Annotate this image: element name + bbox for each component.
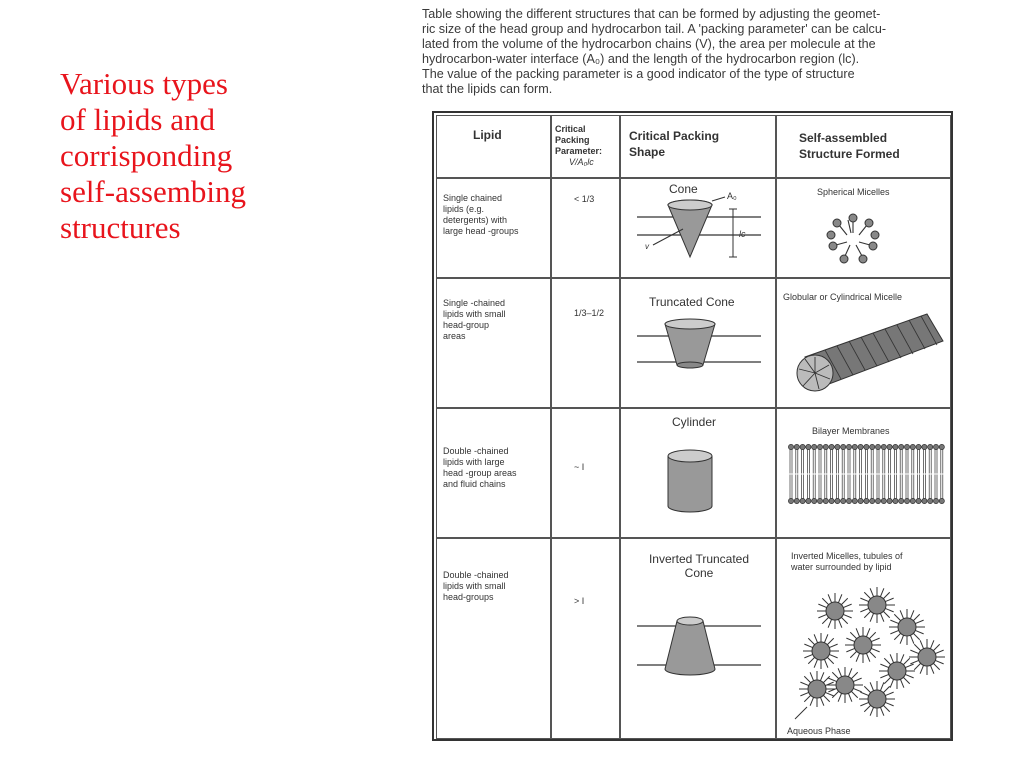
lipid-tail (802, 450, 804, 474)
row4-param: > I (574, 596, 585, 606)
lipid-tail (865, 475, 867, 499)
lipid-head (928, 498, 933, 503)
lipid-tail (941, 450, 943, 474)
inverted-micelles-diagram (777, 539, 952, 740)
lipid-tail (836, 475, 838, 499)
lipid-tail (906, 450, 908, 474)
caption-line: The value of the packing parameter is a good indicator of the type of structure (422, 67, 855, 81)
inverted-micelle (803, 633, 839, 669)
lipid-head (881, 444, 886, 449)
lipid-tail (889, 475, 891, 499)
structure-line: Inverted Micelles, tubules of (791, 551, 903, 561)
lipid-head (817, 498, 822, 503)
lipid-head (893, 444, 898, 449)
lipid-head (841, 498, 846, 503)
row1-param: < 1/3 (574, 194, 595, 204)
cone-diagram (621, 179, 777, 279)
lipid-tail (860, 475, 862, 499)
row1-structure: Spherical Micelles (817, 187, 890, 197)
lipid-tail (871, 475, 873, 499)
lipid-head (829, 444, 834, 449)
lipid-head (823, 498, 828, 503)
lipid-head (875, 498, 880, 503)
row2-structure: Globular or Cylindrical Micelle (783, 292, 903, 302)
lipid-head (788, 498, 793, 503)
lipid-tail (796, 475, 798, 499)
header-param-line: Packing (555, 135, 590, 145)
inverted-micelle (845, 627, 881, 663)
lipid-tail (842, 450, 844, 474)
row3-structure: Bilayer Membranes (812, 426, 890, 436)
lipid-head (841, 444, 846, 449)
title-line: corrisponding (60, 138, 233, 173)
lipid-tail (923, 450, 925, 474)
lipid-head (939, 498, 944, 503)
lipid-tail (836, 450, 838, 474)
table-caption (422, 7, 967, 97)
lipid-head (794, 498, 799, 503)
lipid-line: Single chained (443, 193, 503, 203)
row3-lipid (443, 446, 517, 490)
header-param-line: Critical (555, 124, 586, 134)
lipid-line: head-groups (443, 592, 494, 602)
lipid-tail (918, 450, 920, 474)
lipid-head (864, 444, 869, 449)
cylinder-diagram (621, 409, 777, 539)
title-line: Various types (60, 66, 228, 101)
inverted-micelle (909, 639, 945, 675)
lipid-tail (831, 475, 833, 499)
lipid-tail (900, 475, 902, 499)
row3-shape-cell (620, 408, 776, 538)
lipid-head (928, 444, 933, 449)
row1-shape-label: Cone (669, 182, 698, 196)
row2-param: 1/3–1/2 (574, 308, 605, 318)
row3-param: ~ I (574, 462, 585, 472)
inverted-micelle (889, 609, 925, 645)
lipid-tail (894, 475, 896, 499)
lipid-head (870, 498, 875, 503)
lipid-head (875, 444, 880, 449)
lipid-tail (842, 475, 844, 499)
lipid-head (823, 444, 828, 449)
shape-label-line: Cone (684, 566, 714, 580)
header-shape-line: Critical Packing (629, 129, 720, 143)
row2-lipid (443, 298, 506, 342)
lipid-head (922, 444, 927, 449)
row1-lipid-cell (436, 178, 551, 278)
lipid-head (893, 498, 898, 503)
lipid-head (881, 498, 886, 503)
row2-param-cell (551, 278, 620, 408)
row4-shape-cell (620, 538, 776, 739)
inverted-micelle (817, 593, 853, 629)
lipid-head (858, 498, 863, 503)
lipid-head (835, 444, 840, 449)
caption-line: lated from the volume of the hydrocarbon chains (V), the area per molecule at the (422, 37, 876, 51)
inverted-micelle (799, 671, 835, 707)
lipid-head (817, 444, 822, 449)
lipid-head (899, 444, 904, 449)
row2-structure-cell (776, 278, 951, 408)
header-lipid: Lipid (473, 128, 502, 142)
lipid-head (846, 498, 851, 503)
lipid-tail (790, 475, 792, 499)
lipid-line: Double -chained (443, 570, 509, 580)
lipid-head (806, 498, 811, 503)
lipid-head (812, 444, 817, 449)
cylindrical-micelle-diagram (777, 279, 952, 409)
lipid-tail (825, 450, 827, 474)
header-shape-line: Shape (629, 145, 666, 159)
lipid-tail (889, 450, 891, 474)
lipid-line: head-group (443, 320, 490, 330)
caption-line: ric size of the head group and hydrocarbon tail. A 'packing parameter' can be calcu- (422, 22, 887, 36)
lipid-line: head -group areas (443, 468, 517, 478)
row3-structure-cell (776, 408, 951, 538)
lipid-head (887, 498, 892, 503)
caption-line: that the lipids can form. (422, 82, 553, 96)
lipid-tail (871, 450, 873, 474)
lipid-tail (819, 450, 821, 474)
volume-label: v (645, 242, 649, 251)
row4-lipid (443, 570, 509, 603)
lipid-head (852, 444, 857, 449)
lipid-head (887, 444, 892, 449)
lipid-head (933, 498, 938, 503)
caption-line: Table showing the different structures that can be formed by adjusting the geomet- (422, 7, 881, 21)
lipid-tail (941, 475, 943, 499)
lipid-head (910, 444, 915, 449)
lipid-line: Double -chained (443, 446, 509, 456)
row2-shape-label: Truncated Cone (649, 295, 735, 309)
lipid-tail (929, 475, 931, 499)
row1-lipid (443, 193, 519, 237)
row4-structure-cell (776, 538, 951, 739)
header-structure (799, 130, 900, 162)
title-line: of lipids and (60, 102, 215, 137)
title-line: self-assembing (60, 174, 246, 209)
lipid-head (846, 444, 851, 449)
lipid-head (806, 444, 811, 449)
lipid-line: lipids with large (443, 457, 505, 467)
header-param-line: Parameter: (555, 146, 603, 156)
spherical-micelle-diagram (777, 179, 952, 279)
lipid-tail (848, 475, 850, 499)
header-param-formula: V/A₀lᴄ (569, 157, 594, 167)
lipid-tail (935, 450, 937, 474)
row3-lipid-cell (436, 408, 551, 538)
inverted-micelle (879, 653, 915, 689)
header-param (555, 124, 602, 168)
row3-param-cell (551, 408, 620, 538)
lipid-tail (877, 475, 879, 499)
header-shape (629, 128, 719, 160)
inverted-micelle (827, 667, 863, 703)
lipid-tail (935, 475, 937, 499)
lipid-line: lipids with small (443, 309, 506, 319)
title-line: structures (60, 210, 181, 245)
truncated-cone-diagram (621, 279, 777, 409)
inverted-truncated-cone-diagram (621, 539, 777, 740)
lipid-tail (912, 475, 914, 499)
lipid-tail (860, 450, 862, 474)
lipid-head (835, 498, 840, 503)
lipid-line: lipids with small (443, 581, 506, 591)
length-label: lᴄ (739, 229, 746, 239)
lipid-head (910, 498, 915, 503)
lipid-tail (825, 475, 827, 499)
lipid-tail (802, 475, 804, 499)
lipid-head (864, 498, 869, 503)
row3-shape-label: Cylinder (672, 415, 717, 429)
lipid-head (829, 498, 834, 503)
lipid-tail (813, 450, 815, 474)
lipid-head (794, 444, 799, 449)
lipid-tail (807, 475, 809, 499)
header-lipid-cell (436, 115, 551, 178)
lipid-head (788, 444, 793, 449)
lipid-line: detergents) with (443, 215, 508, 225)
lipid-tail (831, 450, 833, 474)
lipid-tail (906, 475, 908, 499)
lipid-head (916, 498, 921, 503)
header-structure-cell (776, 115, 951, 178)
lipid-line: and fluid chains (443, 479, 506, 489)
lipid-line: large head -groups (443, 226, 519, 236)
lipid-tail (807, 450, 809, 474)
row4-lipid-cell (436, 538, 551, 739)
lipid-head (870, 444, 875, 449)
lipid-tail (929, 450, 931, 474)
lipid-tail (900, 450, 902, 474)
lipid-head (916, 444, 921, 449)
shape-label-line: Inverted Truncated (648, 552, 750, 566)
row1-shape-cell (620, 178, 776, 278)
lipid-tail (854, 475, 856, 499)
lipid-tail (865, 450, 867, 474)
lipid-tail (790, 450, 792, 474)
header-shape-cell (620, 115, 776, 178)
lipid-head (812, 498, 817, 503)
lipid-tail (848, 450, 850, 474)
bilayer-diagram (777, 409, 952, 539)
lipid-head (939, 444, 944, 449)
header-structure-line: Structure Formed (799, 147, 900, 161)
lipid-tail (854, 450, 856, 474)
structure-line: water surrounded by lipid (791, 562, 892, 572)
lipid-head (922, 498, 927, 503)
inverted-micelle (859, 587, 895, 623)
row1-param-cell (551, 178, 620, 278)
lipid-tail (923, 475, 925, 499)
lipid-tail (912, 450, 914, 474)
lipid-tail (883, 475, 885, 499)
lipid-tail (813, 475, 815, 499)
lipid-tail (894, 450, 896, 474)
lipid-head (852, 498, 857, 503)
lipid-head (904, 444, 909, 449)
lipid-tail (877, 450, 879, 474)
lipid-tail (796, 450, 798, 474)
aqueous-phase-label: Aqueous Phase (787, 726, 851, 736)
row2-lipid-cell (436, 278, 551, 408)
row1-structure-cell (776, 178, 951, 278)
lipid-line: Single -chained (443, 298, 506, 308)
lipid-structure-table (432, 111, 953, 741)
lipid-head (858, 444, 863, 449)
lipid-head (899, 498, 904, 503)
lipid-head (800, 498, 805, 503)
slide-title (60, 66, 320, 246)
lipid-line: lipids (e.g. (443, 204, 485, 214)
lipid-head (933, 444, 938, 449)
header-param-cell (551, 115, 620, 178)
lipid-head (904, 498, 909, 503)
caption-line: hydrocarbon-water interface (A₀) and the length of the hydrocarbon region (lᴄ). (422, 52, 860, 66)
header-structure-line: Self-assembled (799, 131, 888, 145)
lipid-line: areas (443, 331, 466, 341)
lipid-tail (883, 450, 885, 474)
row4-param-cell (551, 538, 620, 739)
row2-shape-cell (620, 278, 776, 408)
inverted-micelle (859, 681, 895, 717)
lipid-tail (819, 475, 821, 499)
area-label: A₀ (727, 191, 737, 201)
lipid-tail (918, 475, 920, 499)
lipid-head (800, 444, 805, 449)
